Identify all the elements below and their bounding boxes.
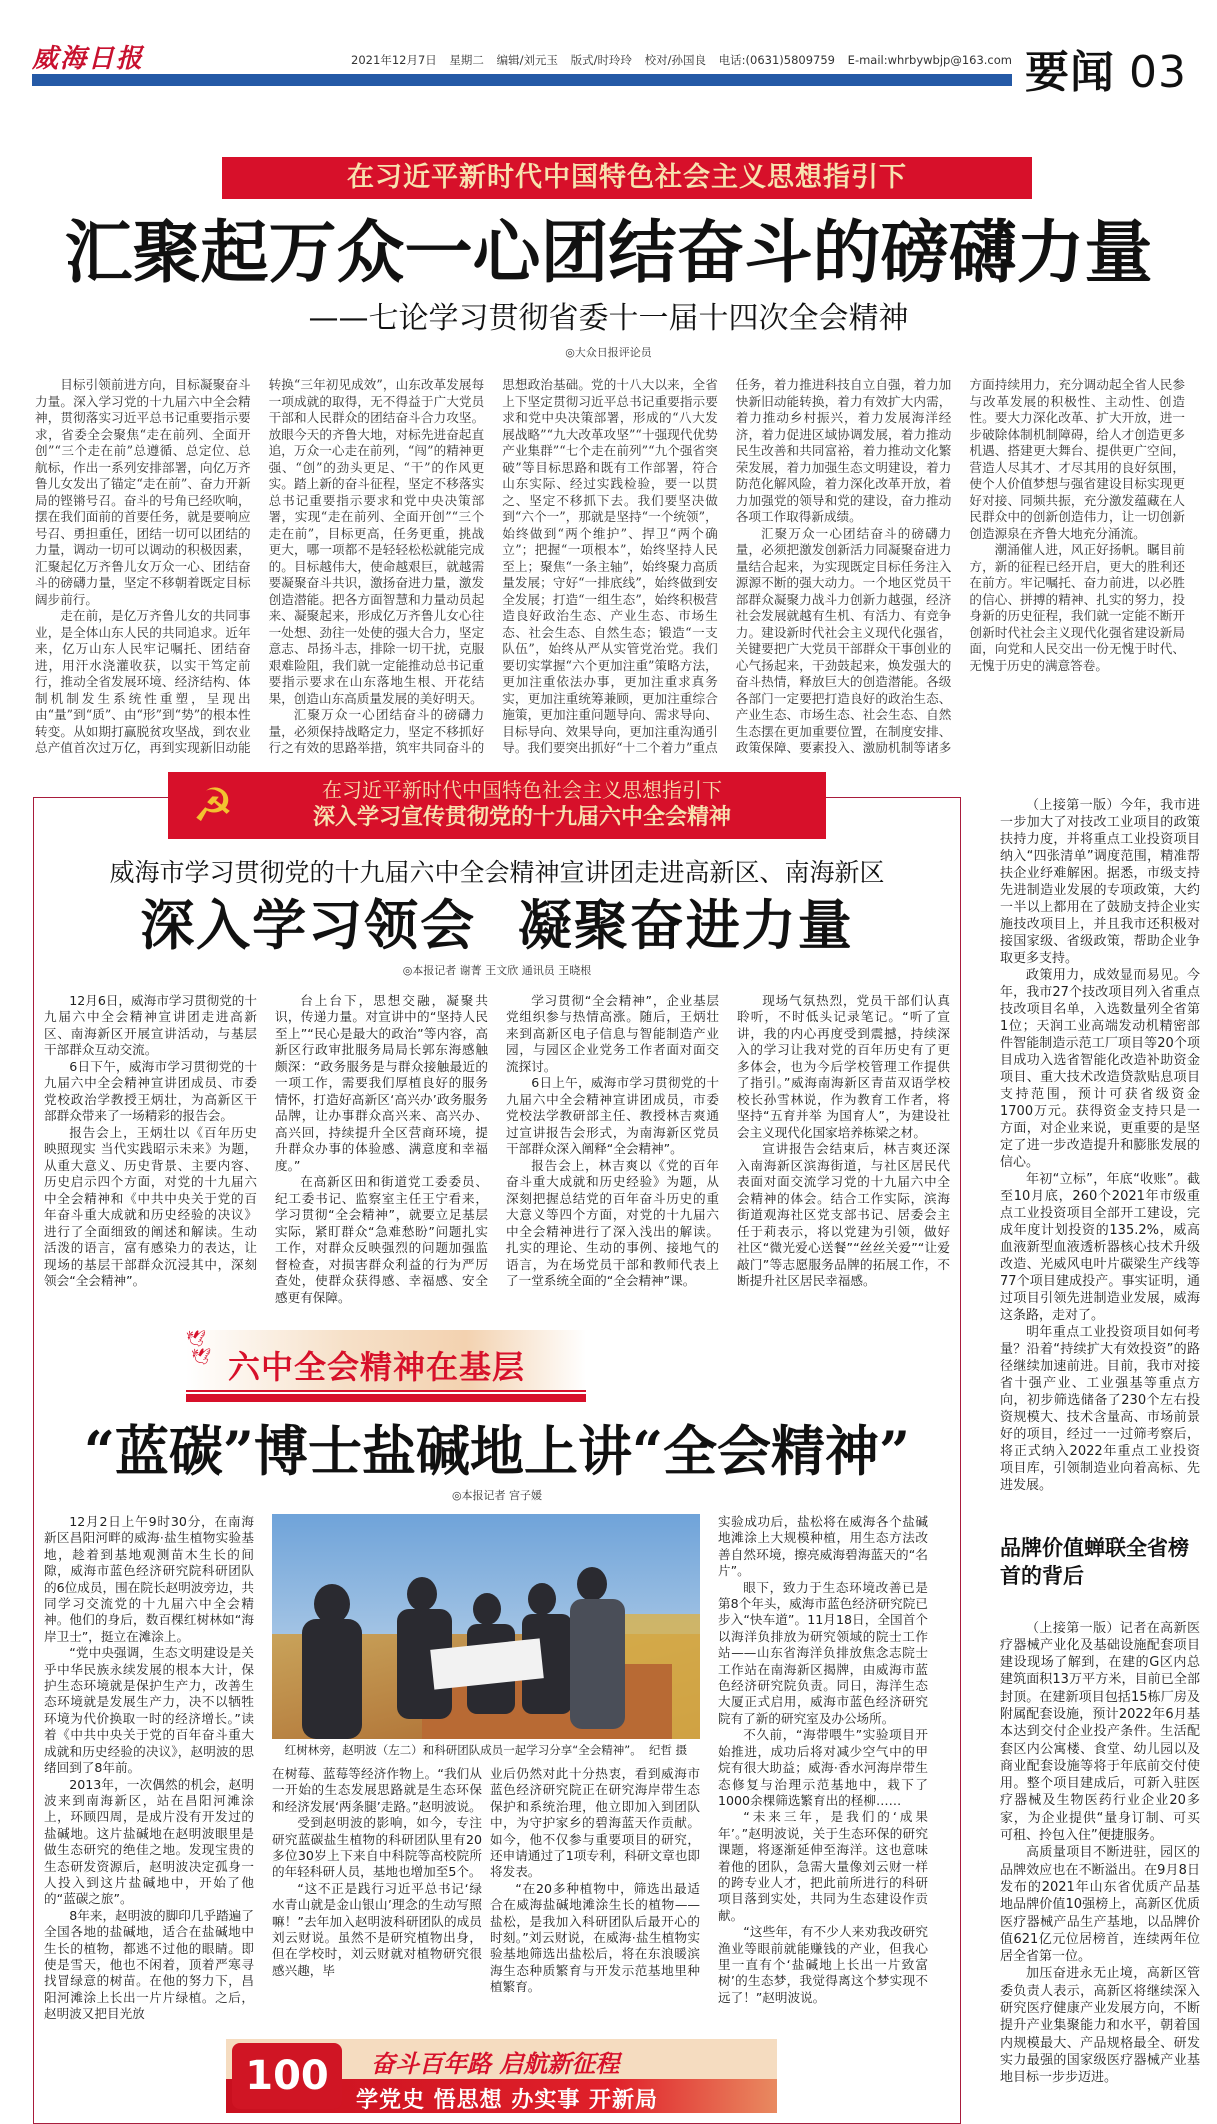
editorial-headline: 汇聚起万众一心团结奋斗的磅礴力量 [64,213,1153,293]
layout-editor: 版式/时玲玲 [570,53,632,67]
proofreader: 校对/孙国良 [644,53,707,67]
paragraph: 6日上午，威海市学习贯彻党的十九届六中全会精神宣讲团成员，市委党校法学教研部主任、教授林吉爽通过宣讲报告会形式，为南海新区党员干部群众深入阐释“全会精神”。 [506,1075,719,1156]
lower-section [0,778,1217,2124]
editor: 编辑/刘元玉 [496,53,558,67]
grassroots-body [44,1514,950,2023]
feature-banner [168,772,826,839]
photo-caption: 红树林旁，赵明波（左二）和科研团队成员一起学习分享“全会精神”。 纪哲 摄 [284,1743,688,1757]
grassroots-middle [272,1514,700,1996]
paragraph: “这不正是践行习近平总书记‘绿水青山就是金山银山’理念的生动写照嘛！”去年加入赵明波科研团队的成员刘云财说。虽然不是研究植物出身，但在学校时，刘云财就对植物研究很感兴趣，毕 [272,1880,482,1978]
feature-body [44,993,950,1307]
paragraph: 政策用力，成效显而易见。今年，我市27个技改项目列入省重点技改项目名单，入选数量列全省第1位；天润工业高端发动机精密部件智能制造示范工厂项目等20个项目成功入选省智能化改造补助资金项目、重大技术改造贷款贴息项目支持范围，预计可获省级资金1700万元。获得资金支持只是一方面，对企业来说，更重要的是坚定了进一步改造提升和膨胀发展的信心。 [1000,967,1200,1170]
paragraph: 加压奋进永无止境，高新区管委负责人表示，高新区将继续深入研究医疗健康产业发展方向，不断提升产业集聚能力和水平，朝着国内规模最大、产品规格最全、研发实力最强的国家级医疗器械产业基地目标一步步迈进。 [1000,1966,1200,2086]
paragraph: 报告会上，王炳壮以《百年历史映照现实 当代实践昭示未来》为题，从重大意义、历史背景、主要内容、历史启示四个方面，对党的十九届六中全会精神和《中共中央关于党的百年奋斗重大成就和历史经验的决议》进行了全面细致的阐述和解读。生动活泼的语言，富有感染力的表达，让现场的基层干部群众沉浸其中，深刻领会“全会精神”。 [44,1124,257,1288]
paragraph: 2013年，一次偶然的机会，赵明波来到南海新区，站在昌阳河滩涂上，环顾四周，是成片没有开发过的盐碱地。这片盐碱地在赵明波眼里是做生态研究的绝佳之地。发现宝贵的生态研发资源后，赵明波决定孤身一人投入到这片盐碱地中，开始了他的“蓝碳之旅”。 [44,1776,254,1907]
newspaper-logo: 威海日报 [32,44,145,74]
paragraph: 实验成功后，盐松将在威海各个盐碱地滩涂上大规模种植，用生态方法改善自然环境，擦亮威海碧海蓝天的“名片”。 [718,1514,928,1579]
right-sidebar [1000,797,1200,2087]
paragraph: 汇聚万众一心团结奋斗的磅礴力量，必须把激发创新活力同凝聚奋进力量结合起来，为实现既定目标任务注入源源不断的强大动力。一个地区党员干部群众凝聚力战斗力创新力越强，经济社会发展就越有生机、有活力、有竞争力。建设新时代社会主义现代化强省，关键要把广大党员干部群众干事创业的心气扬起来，干劲鼓起来，焕发强大的奋斗热情，释放巨大的创造潜能。各级各部门一定要把打造良好的政治生态、产业生态、市场生态、社会生态、自然生态摆在更加重要位置，在制度安排、政策保障、要素投入、激励机制等诸多方面持续用力，充分调动起全省人民参与改革发展的积极性、主动性、创造性。要大力深化改革、扩大开放，进一步破除体制机制障碍，给人才创造更多机遇、搭建更大舞台、提供更广空间，营造人尽其才、才尽其用的良好氛围，使个人价值梦想与强省建设目标实现更好对接、同频共振，充分激发蕴藏在人民群众中的创新创造伟力，让一切创新创造源泉在齐鲁大地充分涌流。 [735,377,1185,755]
paragraph: 在高新区田和街道党工委委员、纪工委书记、监察室主任王宁看来，学习贯彻“全会精神”，就要立足基层实际，紧盯群众“急难愁盼”问题扎实工作，对群众反映强烈的问题加强监督检查，对损害群众利益的行为严厉查处，使群众获得感、幸福感、安全感更有保障。 [275,1174,488,1305]
paragraph: （上接第一版）今年，我市进一步加大了对技改工业项目的政策扶持力度，并将重点工业投资项目纳入“四张清单”调度范围，精准帮扶企业纾难解困。据悉，市级支持先进制造业发展的专项政策，大约一半以上都用在了鼓励支持企业实施技改项目上，并且我市还积极对接国家级、省级政策，帮助企业争取更多支持。 [1000,797,1200,966]
paragraph: 6日下午，威海市学习贯彻党的十九届六中全会精神宣讲团成员、市委党校政治学教授王炳壮，为高新区干部群众带来了一场精彩的报告会。 [44,1058,257,1123]
paragraph: 12月2日上午9时30分，在南海新区昌阳河畔的威海·盐生植物实验基地，趁着到基地观测苗木生长的间隙，威海市蓝色经济研究院科研团队的6位成员，围在院长赵明波旁边，共同学习交流党的十九届六中全会精神。他们的身后，数百棵红树林如“海岸卫士”，挺立在滩涂上。 [44,1514,254,1644]
centenary-banner [226,2039,777,2113]
feature-byline: ◎本报记者 谢菁 王文欣 通讯员 王晓根 [402,963,592,977]
centenary-logo: 100 [232,2043,342,2109]
grassroots-column-2 [272,1766,482,1996]
paragraph: （上接第一版）记者在高新医疗器械产业化及基础设施配套项目建设现场了解到，在建的G区内总建筑面积13万平方米，目前已全部封顶。在建新项目包括15栋厂房及附属配套设施，预计2022年6月基本达到交付企业投产条件。生活配套区内公寓楼、食堂、幼儿园以及商业配套设施等将于年底前交付使用。整个项目建成后，可新入驻医疗器械及生物医药行业企业20多家，为企业提供“量身订制、可买可租、拎包入住”便捷服务。 [1000,1620,1200,1844]
paragraph: 不久前，“海带喂牛”实验项目开始推进，成功后将对减少空气中的甲烷有很大助益；威海·香水河海岸带生态修复与治理示范基地中，栽下了1000余棵筛选繁育出的柽柳…… [718,1727,928,1808]
grassroots-column-3 [490,1766,700,1996]
issue-date: 2021年12月7日 [351,53,437,67]
issue-weekday: 星期二 [449,53,484,67]
paragraph: 报告会上，林吉爽以《党的百年奋斗重大成就和历史经验》为题，从深刻把握总结党的百年奋斗历史的重大意义等四个方面，对党的十九届六中全会精神进行了深入浅出的解读。扎实的理论、生动的事例、接地气的语言，为在场党员干部和教师代表上了一堂系统全面的“全会精神”课。 [506,1157,719,1288]
party-emblem-icon: ☭ [192,778,234,832]
paragraph: 汇聚万众一心团结奋斗的磅礴力量，必须保持战略定力，坚定不移抓好行之有效的思路举措，筑牢共同奋斗的思想政治基础。党的十八大以来，全省上下坚定贯彻习近平总书记重要指示要求和党中央决策部署，形成的“八大发展战略”“九大改革攻坚”“十强现代优势产业集群”“七个走在前列”“九个强省突破”等目标思路和既有工作部署，符合山东实际、经过实践检验，要一以贯之、坚定不移抓下去。我们要坚决做到“六个一”，那就是坚持“一个统领”，始终做到“两个维护”、捍卫“两个确立”；把握“一项根本”，始终坚持人民至上；聚焦“一条主轴”，始终聚力高质量发展；守好“一排底线”，始终做到安全发展；打造“一组生态”，始终积极营造良好政治生态、产业生态、市场生态、社会生态、自然生态；锻造“一支队伍”，始终从严从实管党治党。我们要切实掌握“六个更加注重”策略方法，更加注重依法办事，更加注重求真务实，更加注重统筹兼顾，更加注重综合施策，更加注重问题导向、需求导向、目标导向、效果导向，更加注重沟通引导。我们要突出抓好“十二个着力”重点任务，着力推进科技自立自强，着力加快新旧动能转换，着力有效扩大内需，着力推动乡村振兴，着力发展海洋经济，着力促进区域协调发展，着力推动民生改善和共同富裕，着力推动文化繁荣发展，着力加强生态文明建设，着力防范化解风险，着力深化改革开放，着力加强党的领导和党的建设，奋力推动各项工作取得新成绩。 [268,377,952,755]
paragraph: “未来三年，是我们的‘成果年’。”赵明波说，关于生态环保的研究课题，将逐渐延伸至海洋。这也意味着他的团队，急需大量像刘云财一样的跨专业人才，把此前所进行的科研项目落到实处，共同为生态建设作贡献。 [718,1809,928,1923]
editorial-body [35,377,1185,757]
paragraph: 明年重点工业投资项目如何考量？沿着“持续扩大有效投资”的路径继续加速前进。目前，我市对接省十强产业、工业强基等重点方向，初步筛选储备了230个左右投资规模大、技术含量高、市场前景好的项目，经过一一过筛考察后，将正式纳入2022年重点工业投资项目库，引领制造业向着高标、先进发展。 [1000,1324,1200,1493]
paragraph: 宣讲报告会结束后，林吉爽还深入南海新区滨海街道，与社区居民代表面对面交流学习党的十九届六中全会精神的体会。结合工作实际，滨海街道观海社区党支部书记、居委会主任于莉表示，将以党建为引领，做好社区“微光爱心送餐”“丝丝关爱”“让爱敲门”等志愿服务品牌的拓展工作，不断提升社区居民幸福感。 [737,1141,950,1288]
feature-frame [33,778,961,2124]
paragraph: 学习贯彻“全会精神”，企业基层党组织参与热情高涨。随后，王炳壮来到高新区电子信息与智能制造产业园，与园区企业党务工作者面对面交流探讨。 [506,992,719,1074]
grassroots-column-1 [44,1514,254,2023]
email: E-mail:whrbywbjp@163.com [847,53,1012,67]
feature-banner-line2: 深入学习宣传贯彻党的十九届六中全会精神 [312,805,731,830]
feature-banner-line1: 在习近平新时代中国特色社会主义思想指引下 [322,778,722,802]
masthead [0,0,1217,120]
section-label [1025,36,1187,100]
paragraph: “党中央强调，生态文明建设是关乎中华民族永续发展的根本大计，保护生态环境就是保护生产力，改善生态环境就是发展生产力，决不以牺牲环境为代价换取一时的经济增长。”读着《中共中央关于党的百年奋斗重大成就和历史经验的决议》，赵明波的思绪回到了8年前。 [44,1645,254,1776]
grassroots-byline: ◎本报记者 宫子媛 [451,1489,543,1502]
paragraph: 12月6日，威海市学习贯彻党的十九届六中全会精神宣讲团走进高新区、南海新区开展宣讲活动，与基层干部群众互动交流。 [44,992,257,1057]
paragraph: 受到赵明波的影响，如今，专注研究蓝碳盐生植物的科研团队里有20多位30岁上下来自中科院等高校院所的年轻科研人员，基地也增加至5个。 [272,1815,482,1880]
masthead-bar [32,74,1012,86]
paragraph: “在20多种植物中，筛选出最适合在威海盐碱地滩涂生长的植物——盐松，是我加入科研团队后最开心的时刻。”刘云财说，在威海·盐生植物实验基地筛选出盐松后，将在东浪暖滨海生态种质繁育与开发示范基地里种植繁育。 [490,1880,700,1995]
feature-subtitle: 威海市学习贯彻党的十九届六中全会精神宣讲团走进高新区、南海新区 [109,857,885,887]
paragraph: 走在前，是亿万齐鲁儿女的共同事业，是全体山东人民的共同追求。近年来，亿万山东人民牢记嘱托、团结奋进，用汗水浇灌收获，以实干笃定前行，推动全省发展环境、经济结构、体制机制发生系统性重塑，呈现出由“量”到“质”、由“形”到“势”的根本性转变。从如期打赢脱贫攻坚战，到农业总产值首次过万亿，再到实现新旧动能转换“三年初见成效”，山东改革发展每一项成就的取得，无不得益于广大党员干部和人民群众的团结奋斗合力攻坚。放眼今天的齐鲁大地，对标先进奋起直追，万众一心走在前列，“闯”的精神更强、“创”的劲头更足、“干”的作风更实。踏上新的奋斗征程，坚定不移落实总书记重要指示要求和党中央决策部署，实现“走在前列、全面开创”“三个走在前”，目标更高，任务更重，挑战更大，哪一项都不是轻轻松松就能完成的。目标越伟大，使命越艰巨，就越需要凝聚奋斗共识，激扬奋进力量，激发创造潜能。把各方面智慧和力量动员起来、凝聚起来，形成亿万齐鲁儿女心往一处想、劲往一处使的强大合力，坚定意志、昂扬斗志，排除一切干扰，克服艰难险阻，我们就一定能推动总书记重要指示要求在山东落地生根、开花结果，创造山东高质量发展的美好明天。 [35,377,485,755]
centenary-slogan-2: 学党史 悟思想 办实事 开新局 [356,2087,658,2113]
paragraph: 台上台下，思想交融，凝聚共识，传递力量。对宣讲中的“坚持人民至上”“民心是最大的政治”等内容，高新区行政审批服务局局长郭东海感触颇深：“政务服务是与群众接触最近的一项工作，需要我们厚植良好的服务情怀，打造好高新区‘高兴办’政务服务品牌，让办事群众高兴来、高兴办、高兴回，持续提升全区营商环境，提升群众办事的体验感、满意度和幸福度。” [275,992,488,1173]
paragraph: 在树莓、蓝莓等经济作物上。“我们从一开始的生态发展思路就是生态环保和经济发展‘两条腿’走路。”赵明波说。 [272,1766,482,1814]
issue-info [150,52,1012,68]
paragraph: 8年来，赵明波的脚印几乎踏遍了全国各地的盐碱地，适合在盐碱地中生长的植物，都逃不过他的眼睛。即使是雪天，他也不闲着，顶着严寒寻找冒绿意的树苗。在他的努力下，昌阳河滩涂上长出一片片绿植。之后，赵明波又把目光放 [44,1907,254,2022]
grassroots-banner [166,1330,586,1402]
paragraph: 现场气氛热烈，党员干部们认真聆听，不时低头记录笔记。“听了宣讲，我的内心再度受到震撼，持续深入的学习让我对党的百年历史有了更多体会，也为今后学校管理工作提供了指引。”威海南海新区青苗双语学校校长孙雪林说，作为教育工作者，将坚持“五育并举 为国育人”，为建设社会主义现代化国家培养栋梁之材。 [737,992,950,1140]
news-photo [272,1514,700,1739]
page-number: 03 [1129,47,1187,98]
paragraph: 高质量项目不断进驻，园区的品牌效应也在不断溢出。在9月8日发布的2021年山东省优质产品基地品牌价值10强榜上，高新区优质医疗器械产品生产基地，以品牌价值621亿元位居榜首，连续两年位居全省第一位。 [1000,1845,1200,1965]
paragraph: 年初“立标”，年底“收账”。截至10月底，260个2021年市级重点工业投资项目全部开工建设，完成年度计划投资的135.2%，威高血液新型血液透析器核心技术升级改造、光威风电叶片碳梁生产线等77个项目建成投产。事实证明，通过项目引领先进制造业发展，威海这条路，走对了。 [1000,1171,1200,1323]
feature-headline: 深入学习领会 凝聚奋进力量 [140,892,854,957]
paragraph: 潮涌催人进，风正好扬帆。瞩目前方，新的征程已经开启，更大的胜利还在前方。牢记嘱托、奋力前进，以必胜的信心、拼搏的精神、扎实的努力，投身新的历史征程，我们就一定能不断开创新时代社会主义现代化强省建设新局面，向党和人民交出一份无愧于时代、无愧于历史的满意答卷。 [969,542,1185,673]
grassroots-column-4 [718,1514,928,2006]
grassroots-subcolumns [272,1766,700,1996]
continued-article-1 [1000,797,1200,1494]
editorial-subtitle: ——七论学习贯彻省委十一届十四次全会精神 [308,301,909,336]
editorial-byline: ◎大众日报评论员 [565,346,652,359]
centenary-slogan-1: 奋斗百年路 启航新征程 [371,2049,620,2078]
paragraph: 业后仍然对此十分热衷，看到威海市蓝色经济研究院正在研究海岸带生态保护和系统治理，他立即加入到团队中，为守护家乡的碧海蓝天作贡献。如今，他不仅参与重要项目的研究，还申请通过了1项专利，科研文章也即将发表。 [490,1766,700,1880]
paragraph: “这些年，有不少人来劝我改研究渔业等眼前就能赚钱的产业，但我心里一直有个‘盐碱地上长出一片致富树’的生态梦，我觉得离这个梦实现不远了！”赵明波说。 [718,1924,928,2005]
editorial-banner: 在习近平新时代中国特色社会主义思想指引下 [222,157,1032,199]
section-name: 要闻 [1025,47,1115,98]
continued-article-2 [1000,1620,1200,2087]
paragraph: 目标引领前进方向，目标凝聚奋斗力量。深入学习党的十九届六中全会精神，贯彻落实习近平总书记重要指示要求，省委全会聚焦“走在前列、全面开创”“三个走在前”总遵循、总定位、总航标，作出一系列安排部署，向亿万齐鲁儿女发出了锚定“走在前”、奋力开新局的铿锵号召。奋斗的号角已经吹响，摆在我们面前的首要任务，就是要响应号召、勇担重任，团结一切可以团结的力量，调动一切可以调动的积极因素，汇聚起亿万齐鲁儿女万众一心、团结奋斗的磅礴力量，坚定不移朝着既定目标阔步前行。 [35,377,251,607]
grassroots-banner-text: 六中全会精神在基层 [228,1348,526,1386]
phone: 电话:(0631)5809759 [718,53,836,67]
paragraph: 眼下，致力于生态环境改善已是第8个年头，威海市蓝色经济研究院已步入“快车道”。11月18日，全国首个以海洋负排放为研究领域的院士工作站——山东省海洋负排放焦念志院士工作站在南海新区揭牌，由威海市蓝色经济研究院负责。同日，海洋生态大厦正式启用，威海市蓝色经济研究院有了新的研究室及办公场所。 [718,1579,928,1726]
grassroots-headline: “蓝碳”博士盐碱地上讲“全会精神” [83,1419,911,1483]
sidebar-headline: 品牌价值蝉联全省榜首的背后 [1000,1535,1189,1588]
doves-icon: 🕊 🕊 [186,1329,212,1366]
